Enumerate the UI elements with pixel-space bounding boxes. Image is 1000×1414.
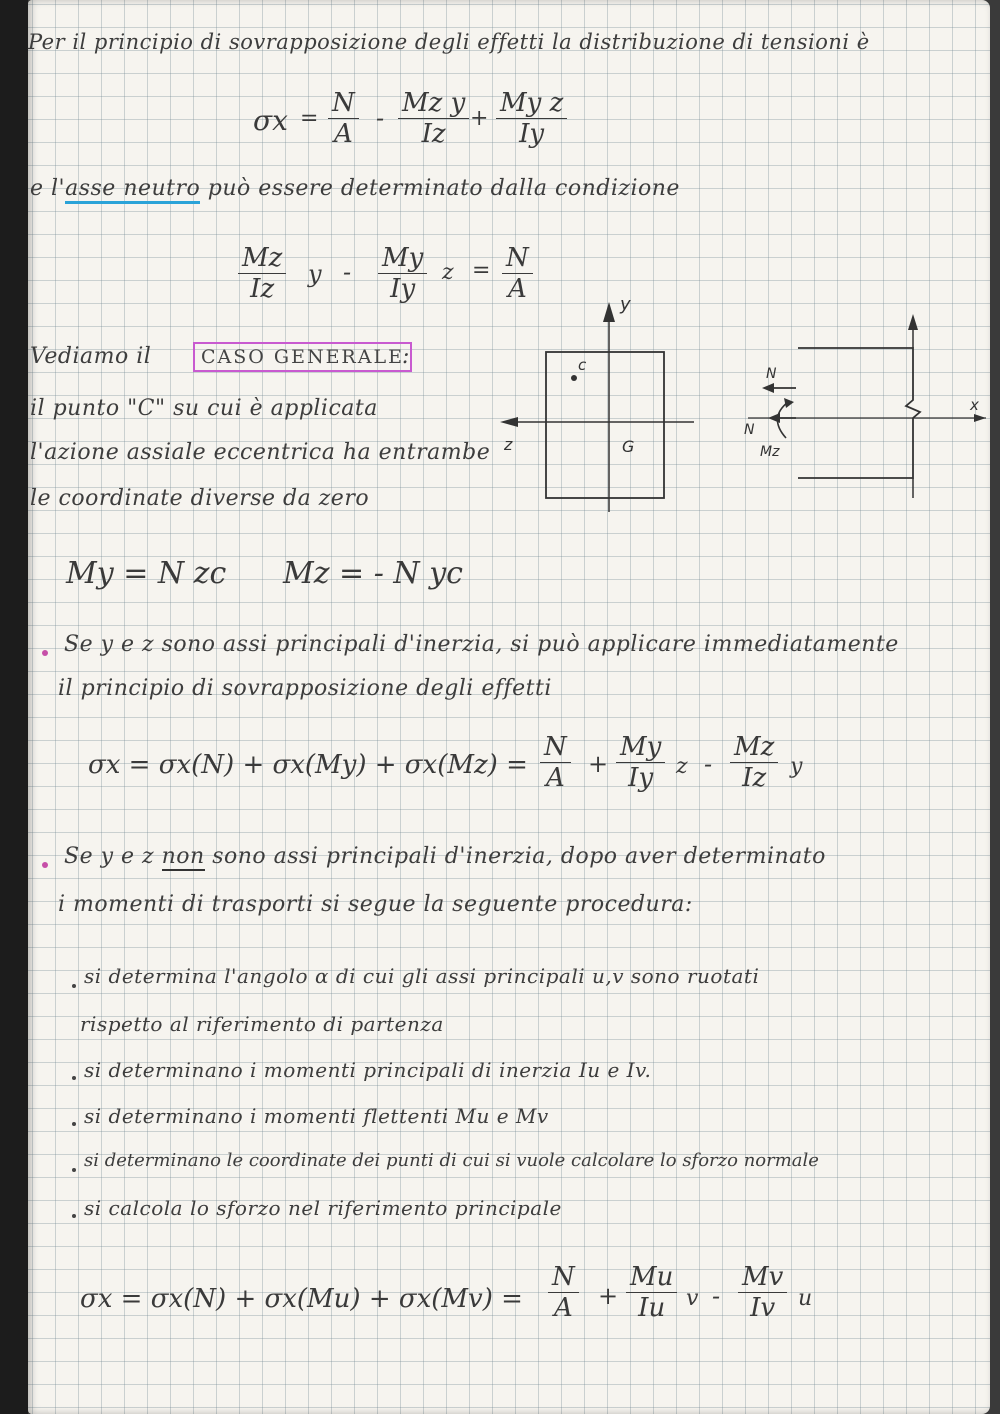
eq1-f3-den: Iy bbox=[519, 119, 545, 149]
eq2-f2-num: My bbox=[378, 243, 427, 274]
eq1-frac-n-a bbox=[328, 88, 359, 149]
eq4-f3-den: Iz bbox=[742, 763, 767, 793]
eq4-v3: y bbox=[790, 754, 803, 779]
x-axis-arrow bbox=[974, 414, 986, 422]
step-dot-1 bbox=[72, 984, 76, 988]
caso-generale-box: CASO GENERALE bbox=[193, 342, 412, 372]
eq2-v1: y bbox=[308, 260, 322, 288]
neutral-axis-text bbox=[30, 176, 680, 201]
eq5-f1-num: N bbox=[548, 1262, 579, 1293]
eq2-f1-den: Iz bbox=[250, 274, 275, 304]
beam-side-diagram bbox=[738, 310, 988, 500]
step-1-cont: rispetto al riferimento di partenza bbox=[80, 1012, 444, 1036]
z-axis-label: z bbox=[504, 435, 513, 454]
eq5-f2-den: Iu bbox=[638, 1293, 666, 1323]
eq2-op: - bbox=[343, 258, 352, 286]
eq2-f2-den: Iy bbox=[390, 274, 416, 304]
eq1-op2: + bbox=[470, 106, 489, 131]
eq5-op1: + bbox=[598, 1282, 619, 1310]
eq5-f3-den: Iv bbox=[750, 1293, 776, 1323]
eq4-frac-my bbox=[616, 732, 665, 793]
eq3-my: My = N zc bbox=[66, 556, 227, 591]
eq5-lhs: σx = σx(N) + σx(Mu) + σx(Mv) = bbox=[80, 1284, 523, 1314]
eq5-frac-mu bbox=[626, 1262, 677, 1323]
step-dot-4 bbox=[72, 1168, 76, 1172]
neutral-axis-highlight: asse neutro bbox=[65, 176, 200, 204]
y-axis-label: y bbox=[620, 294, 631, 315]
eq5-f2-num: Mu bbox=[626, 1262, 677, 1293]
bullet2-line1 bbox=[64, 844, 826, 869]
eq1-f1-den: A bbox=[333, 119, 353, 149]
desc-line-3: le coordinate diverse da zero bbox=[30, 486, 370, 511]
eq4-f1-num: N bbox=[540, 732, 571, 763]
moment-mz-label: Mz bbox=[760, 444, 780, 460]
eq1-op1: - bbox=[376, 104, 385, 132]
force-n-left-label: N bbox=[744, 422, 755, 438]
eq5-frac-na bbox=[548, 1262, 579, 1323]
eq4-frac-na bbox=[540, 732, 571, 793]
desc-line-2: l'azione assiale eccentrica ha entrambe bbox=[30, 440, 491, 465]
eq4-v2: z bbox=[676, 754, 688, 779]
step-5: si calcola lo sforzo nel riferimento principale bbox=[84, 1196, 562, 1220]
vertical-arrow bbox=[908, 314, 918, 330]
force-n-top-arrow bbox=[762, 383, 774, 393]
eq4-f3-num: Mz bbox=[730, 732, 778, 763]
notebook-page bbox=[28, 0, 990, 1414]
eq1-f2-num: Mz y bbox=[398, 88, 469, 119]
x-axis-label: x bbox=[970, 396, 979, 414]
vediamo-colon: : bbox=[402, 344, 410, 369]
eq2-f3-num: N bbox=[502, 243, 533, 274]
eq4-f1-den: A bbox=[545, 763, 565, 793]
bullet-dot-2 bbox=[42, 862, 48, 868]
section-rectangle bbox=[546, 352, 664, 498]
step-2: si determinano i momenti principali di inerzia Iu e Iv. bbox=[84, 1058, 652, 1082]
eq5-v3: u bbox=[798, 1286, 813, 1311]
eq2-f3-den: A bbox=[507, 274, 527, 304]
eq4-f2-num: My bbox=[616, 732, 665, 763]
eq2-f1-num: Mz bbox=[238, 243, 286, 274]
step-3: si determinano i momenti flettenti Mu e Mv bbox=[84, 1104, 549, 1128]
eq4-op1: + bbox=[588, 750, 609, 778]
desc-line-1: il punto "C" su cui è applicata bbox=[30, 396, 378, 421]
eq2-frac-mz bbox=[238, 243, 286, 304]
centroid-g-label: G bbox=[622, 437, 635, 456]
bullet2-line2: i momenti di trasporti si segue la seguente procedura: bbox=[58, 892, 693, 917]
eq1-lhs: σx bbox=[253, 104, 288, 137]
eq2-eq: = bbox=[472, 258, 491, 283]
bullet1-line1: Se y e z sono assi principali d'inerzia, si può applicare immediatamente bbox=[64, 632, 899, 657]
eq1-equals: = bbox=[300, 106, 319, 131]
eq5-v2: v bbox=[686, 1286, 699, 1311]
eq3-mz: Mz = - N yc bbox=[283, 556, 463, 591]
eq5-f1-den: A bbox=[553, 1293, 573, 1323]
bullet2-post: sono assi principali d'inerzia, dopo aver determinato bbox=[204, 844, 826, 869]
step-4: si determinano le coordinate dei punti di cui si vuole calcolare lo sforzo normale bbox=[84, 1150, 819, 1171]
eq1-frac-my bbox=[496, 88, 567, 149]
eq4-op2: - bbox=[704, 750, 713, 778]
eq5-op2: - bbox=[712, 1282, 721, 1310]
eq5-frac-mv bbox=[738, 1262, 787, 1323]
bullet2-pre: Se y e z bbox=[64, 844, 162, 869]
bullet2-non: non bbox=[161, 844, 205, 869]
neutral-post: può essere determinato dalla condizione bbox=[200, 176, 680, 201]
bullet-dot-1 bbox=[42, 650, 48, 656]
step-dot-3 bbox=[72, 1122, 76, 1126]
step-dot-5 bbox=[72, 1214, 76, 1218]
eq4-f2-den: Iy bbox=[628, 763, 654, 793]
step-1: si determina l'angolo α di cui gli assi principali u,v sono ruotati bbox=[84, 964, 760, 988]
eq4-lhs: σx = σx(N) + σx(My) + σx(Mz) = bbox=[88, 750, 528, 780]
notebook-binding bbox=[0, 0, 28, 1414]
y-axis-arrow bbox=[603, 302, 615, 322]
eq5-f3-num: Mv bbox=[738, 1262, 787, 1293]
eq4-frac-mz bbox=[730, 732, 778, 793]
step-dot-2 bbox=[72, 1076, 76, 1080]
cross-section-diagram bbox=[494, 290, 734, 520]
moment-mz-arrowhead bbox=[784, 398, 794, 408]
point-c-marker bbox=[571, 375, 577, 381]
bullet1-line2: il principio di sovrapposizione degli effetti bbox=[58, 676, 552, 701]
neutral-pre: e l' bbox=[30, 176, 66, 201]
vediamo-text: Vediamo il bbox=[30, 344, 152, 369]
eq1-frac-mz bbox=[398, 88, 469, 149]
force-n-top-label: N bbox=[766, 366, 777, 382]
eq2-frac-my bbox=[378, 243, 427, 304]
eq1-f3-num: My z bbox=[496, 88, 567, 119]
beam-outline bbox=[798, 348, 920, 478]
point-c-label: c bbox=[578, 356, 587, 374]
intro-text: Per il principio di sovrapposizione degli effetti la distribuzione di tensioni è bbox=[28, 30, 870, 54]
eq1-f1-num: N bbox=[328, 88, 359, 119]
z-axis-arrow bbox=[500, 417, 518, 427]
eq1-f2-den: Iz bbox=[421, 119, 446, 149]
eq2-v2: z bbox=[442, 260, 454, 285]
